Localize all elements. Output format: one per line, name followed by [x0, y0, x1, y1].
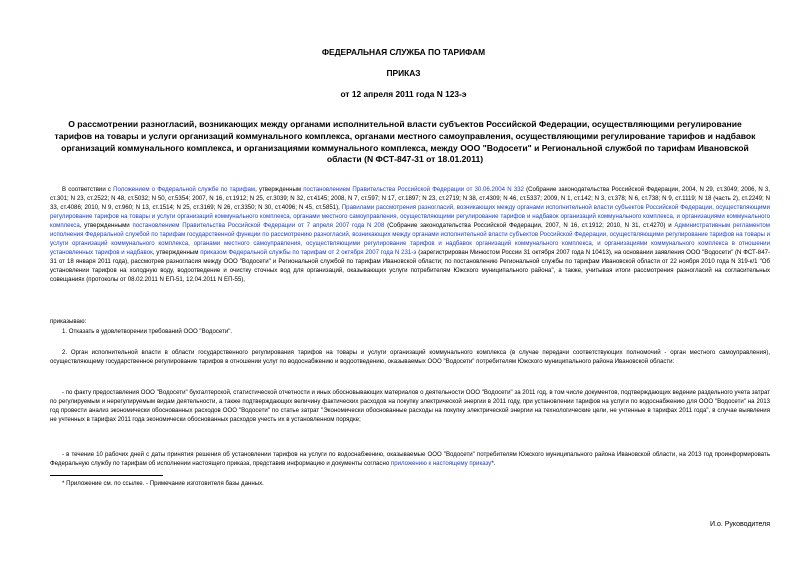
link-dispute-rules[interactable]: Правилами рассмотрения разногласий, возникающих между органами исполнительной власти субъектов Российской Федерации, осуществляющими регулирование тарифов на товары и услуги организаций коммунального комплекса, органами местного самоуправления, осуществляющими регулирование тарифов и надбавок организаций коммунального комплекса, и организациями коммунального комплекса: [50, 204, 770, 229]
link-gov-decree-332[interactable]: постановлением Правительства Российской Федерации от 30.06.2004 N 332: [303, 186, 524, 193]
footnote: * Приложение см. по ссылке. - Примечание изготовителя базы данных.: [62, 480, 264, 487]
order-item-2b-tail: *.: [491, 460, 496, 467]
link-fst-regulation[interactable]: Положением о Федеральной службе по тарифам: [113, 186, 256, 193]
order-item-2: [50, 348, 770, 366]
preamble-text: В соответствии с: [62, 186, 114, 193]
order-item-2-text: 2. Орган исполнительной власти в области государственного регулирования тарифов на товары и услуги организаций коммунального комплекса (в случае передачи соответствующих полномочий - орган местного самоуправления), осуществляющему государственное регулирование тарифов в отношении услуг по водоснабжению и водоотведению, оказываемых ООО "Водосети" потребителям Южского муниципального района Ивановской области:: [50, 349, 770, 365]
footnote-divider: [50, 475, 163, 476]
issuer-heading: ФЕДЕРАЛЬНАЯ СЛУЖБА ПО ТАРИФАМ: [321, 47, 486, 57]
date-number-heading: от 12 апреля 2011 года N 123-э: [340, 89, 467, 99]
document-title: О рассмотрении разногласий, возникающих между органами исполнительной власти субъектов Российской Федерации, осуществляющими регулирование тарифов на товары и услуги организаций коммунального комплекса, органами местного самоуправления, осуществляющими регулирование тарифов и надбавок организаций коммунального комплекса, и организациями коммунального комплекса, между ООО "Водосети" и Региональной службой по тарифам Ивановской области (N ФСТ-847-31 от 18.01.2011): [54, 119, 756, 165]
link-fst-order-231[interactable]: приказом Федеральной службы по тарифам от 2 октября 2007 года N 231-э: [200, 249, 417, 256]
document-type-heading: ПРИКАЗ: [386, 68, 421, 78]
preamble-text: (зарегистрирован Минюстом России 31 октября 2007 года N 10413), на основании заявления ООО "Водосети" (N ФСТ-847-31 от 18 января 2011 года), рассмотрев разногласия между ООО "Водосети" и Региональной службой по тарифам Ивановской области; по постановлению Региональной службы по тарифам Ивановской области от 22 ноября 2010 года N 319-к/1 "Об установлении тарифов на холодную воду, водоотведение и очистку сточных вод для организаций, оказывающих услуги потребителям Южского муниципального района", а также, учитывая итоги рассмотрения разногласий на согласительных совещаниях (протоколы от 08.02.2011 N ЕП-51, 12.04.2011 N ЕП-55),: [50, 249, 770, 283]
link-gov-decree-208[interactable]: постановлением Правительства Российской Федерации от 7 апреля 2007 года N 208: [132, 222, 385, 229]
order-word: приказываю:: [50, 318, 87, 325]
preamble-text: , утвержденным: [152, 249, 201, 256]
link-order-appendix[interactable]: приложению к настоящему приказу: [390, 460, 492, 467]
order-item-2b-text: - в течение 10 рабочих дней с даты принятия решения об установлении тарифов на услуги по водоснабжению, оказываемые ООО "Водосети" потребителям Южского муниципального района Ивановской области, на 2013 год проинформировать Федеральную службу по тарифам об исполнении настоящего приказа, представив информацию и документы согласно: [50, 451, 770, 467]
preamble-text: (Собрание законодательства Российской Федерации, 2004, N 29, ст.3049; 2006, N 3, ст.301; N 23, ст.2522; N 48, ст.5032; N 50, ст.5354; 2007, N 16, ст.1912; N 25, ст.3039; N 32, ст.4145; 2008, N 7, ст.597; N 17, ст.1897; N 23, ст.2719; N 38, ст.4309; N 46, ст.5337; 2009, N 1, ст.142; N 3, ст.378; N 6, ст.738; N 9, ст.1119; N 18 (часть 2), ст.2249; N 33, ст.4086; 2010, N 9, ст.960; N 13, ст.1514; N 25, ст.3169; N 26, ст.3350; N 30, ст.4096; N 45, ст.5851),: [50, 186, 771, 211]
signature-title: И.о. Руководителя: [710, 521, 770, 528]
order-item-2-subpoint-a: [50, 388, 770, 424]
preamble-text: , утвержденным: [255, 186, 304, 193]
order-item-2-subpoint-b: [50, 450, 770, 468]
link-admin-regulation[interactable]: Административным регламентом исполнения Федеральной службой по тарифам государственной функции по рассмотрению разногласий, возникающих между органами исполнительной власти субъектов Российской Федерации, осуществляющими регулирование тарифов на товары и услуги организаций коммунального комплекса, органами местного самоуправления, осуществляющими регулирование тарифов и надбавок организаций коммунального комплекса, и организациями коммунального комплекса в отношении установленных тарифов и надбавок: [50, 222, 770, 256]
preamble-text: (Собрание законодательства Российской Федерации, 2007, N 16, ст.1912; 2010, N 31, ст.4270) и: [384, 222, 675, 229]
preamble-paragraph: [50, 185, 770, 284]
order-item-2a-text: - по факту предоставления ООО "Водосети" бухгалтерской, статистической отчетности и иных обосновывающих материалов о деятельности ООО "Водосети" за 2011 год, в том числе документов, подтверждающих ведение раздельного учета затрат по регулируемым и нерегулируемым видам деятельности, а также подтверждающих величину фактических расходов на покупку электрической энергии в 2011 году, при установлении тарифов на услуги по водоснабжению для ООО "Водосети" на 2013 год провести анализ экономически обоснованных расходов ООО "Водосети" по статье затрат "Экономически обоснованные расходы на покупку электрической энергии на технологические цели, не учтенные в тарифах 2011 года", в случае выявления не учтенных в тарифах 2011 года экономически обоснованных расходов учесть их в установленном порядке;: [50, 389, 770, 423]
preamble-text: , утвержденными: [79, 222, 133, 229]
order-item-1: [50, 327, 770, 336]
order-item-1-text: 1. Отказать в удовлетворении требований ООО "Водосети".: [62, 328, 233, 335]
